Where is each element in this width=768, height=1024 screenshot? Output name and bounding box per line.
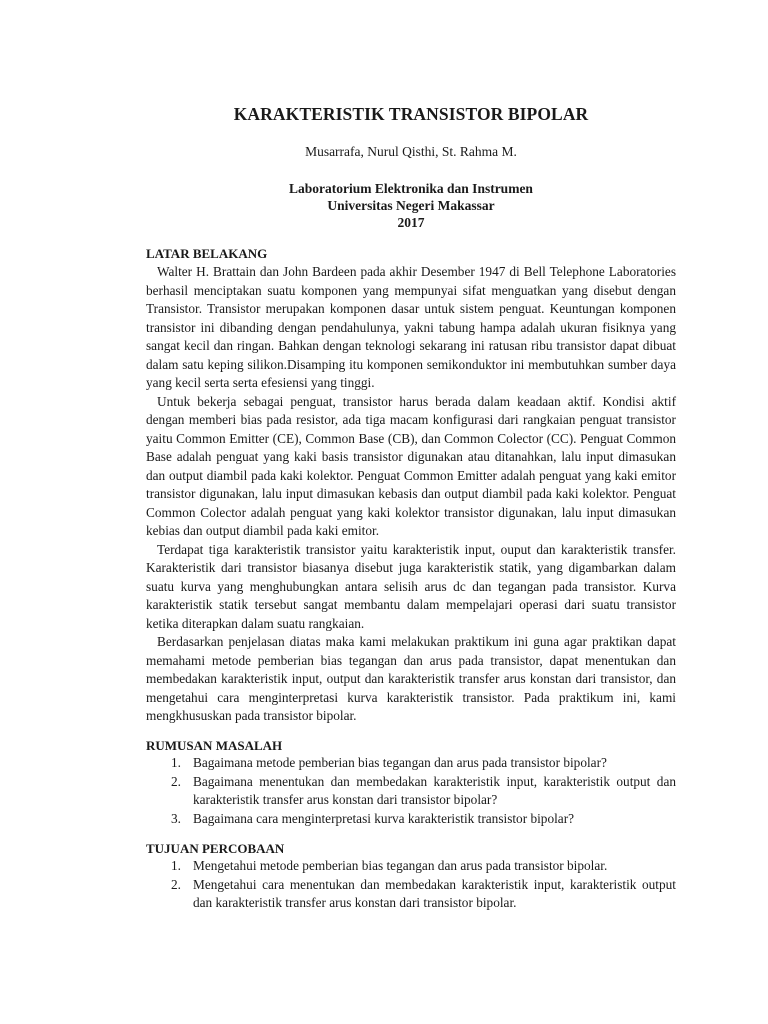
list-item (146, 857, 676, 876)
list-text: Bagaimana cara menginterpretasi kurva karakteristik transistor bipolar? (193, 810, 575, 826)
paragraph: Terdapat tiga karakteristik transistor yaitu karakteristik input, ouput dan karakteristik transfer. Karakteristik dari transistor biasanya disebut juga karakteristik statik, yang digambarkan dalam suatu kurva yang menghubungkan antara selisih arus dc dan tegangan pada transistor. Kurva karakteristik statik tersebut sangat membantu dalam mempelajari operasi dari suatu transistor ketika diterapkan dalam suatu rangkaian. (146, 541, 676, 631)
section-heading-latar-belakang: LATAR BELAKANG (146, 246, 268, 261)
tujuan-percobaan-list (146, 857, 676, 913)
affiliation-lab: Laboratorium Elektronika dan Instrumen (289, 181, 533, 196)
list-number: 2. (171, 773, 181, 789)
rumusan-masalah-list (146, 754, 676, 828)
list-item (146, 773, 676, 810)
list-number: 1. (171, 858, 181, 873)
affiliation-year: 2017 (397, 215, 425, 230)
document-authors: Musarrafa, Nurul Qisthi, St. Rahma M. (305, 144, 517, 159)
document-title: KARAKTERISTIK TRANSISTOR BIPOLAR (233, 104, 589, 124)
paragraph: Berdasarkan penjelasan diatas maka kami melakukan praktikum ini guna agar praktikan dapat memahami metode pemberian bias tegangan dan arus pada transistor, dapat menentukan dan membedakan karakteristik input, output dan karakteristik transfer arus konstan dari transistor, dan mengetahui cara menginterpretasi kurva karakteristik transistor. Pada praktikum ini, kami mengkhususkan pada transistor bipolar. (146, 634, 676, 723)
list-number: 3. (171, 810, 181, 826)
list-item (146, 810, 676, 829)
list-text: Mengetahui metode pemberian bias tegangan dan arus pada transistor bipolar. (193, 858, 608, 873)
section-heading-tujuan-percobaan: TUJUAN PERCOBAAN (146, 841, 285, 856)
affiliation-university: Universitas Negeri Makassar (327, 198, 495, 213)
paragraph: Untuk bekerja sebagai penguat, transistor harus berada dalam keadaan aktif. Kondisi aktif dengan memberi bias pada resistor, ada tiga macam konfigurasi dari rangkaian penguat transistor yaitu Common Emitter (CE), Common Base (CB), dan Common Colector (CC). Penguat Common Base adalah penguat yang kaki basis transistor digunakan atau ditanahkan, lalu input dimasukan dan output diambil pada kaki kolektor. Penguat Common Emitter adalah penguat yang kaki emitor transistor digunakan, lalu input dimasukan kebasis dan output diambil pada kaki kolektor. Penguat Common Colector adalah penguat yang kaki kolektor transistor digunakan, lalu input dimasukan kebias dan output diambil pada kaki emitor. (146, 393, 676, 538)
list-item (146, 876, 676, 913)
paragraph: Walter H. Brattain dan John Bardeen pada akhir Desember 1947 di Bell Telephone Laboratories berhasil menciptakan suatu komponen yang mempunyai sifat menguatkan yang disebut dengan Transistor. Transistor merupakan komponen dasar untuk sistem penguat. Keuntungan komponen transistor ini dibanding dengan pendahulunya, yakni tabung hampa adalah ukuran fisiknya yang sangat kecil dan ringan. Bahkan dengan teknologi sekarang ini ratusan ribu transistor dapat dibuat dalam satu keping silikon.Disamping itu komponen semikonduktor ini membutuhkan sumber daya yang kecil serta serta efesiensi yang tinggi. (146, 264, 676, 390)
section-heading-rumusan-masalah: RUMUSAN MASALAH (146, 738, 283, 753)
list-text: Bagaimana metode pemberian bias tegangan dan arus pada transistor bipolar? (193, 755, 607, 770)
list-item (146, 754, 676, 773)
list-number: 2. (171, 876, 181, 892)
document-affiliation (146, 180, 676, 231)
list-text: Mengetahui cara menentukan dan membedakan karakteristik input, karakteristik output dan karakteristik transfer arus konstan dari transistor bipolar. (193, 876, 676, 910)
list-number: 1. (171, 755, 181, 770)
latar-belakang-body (146, 263, 676, 726)
list-text: Bagaimana menentukan dan membedakan karakteristik input, karakteristik output dan karakteristik transfer arus konstan dari transistor bipolar? (193, 773, 676, 807)
